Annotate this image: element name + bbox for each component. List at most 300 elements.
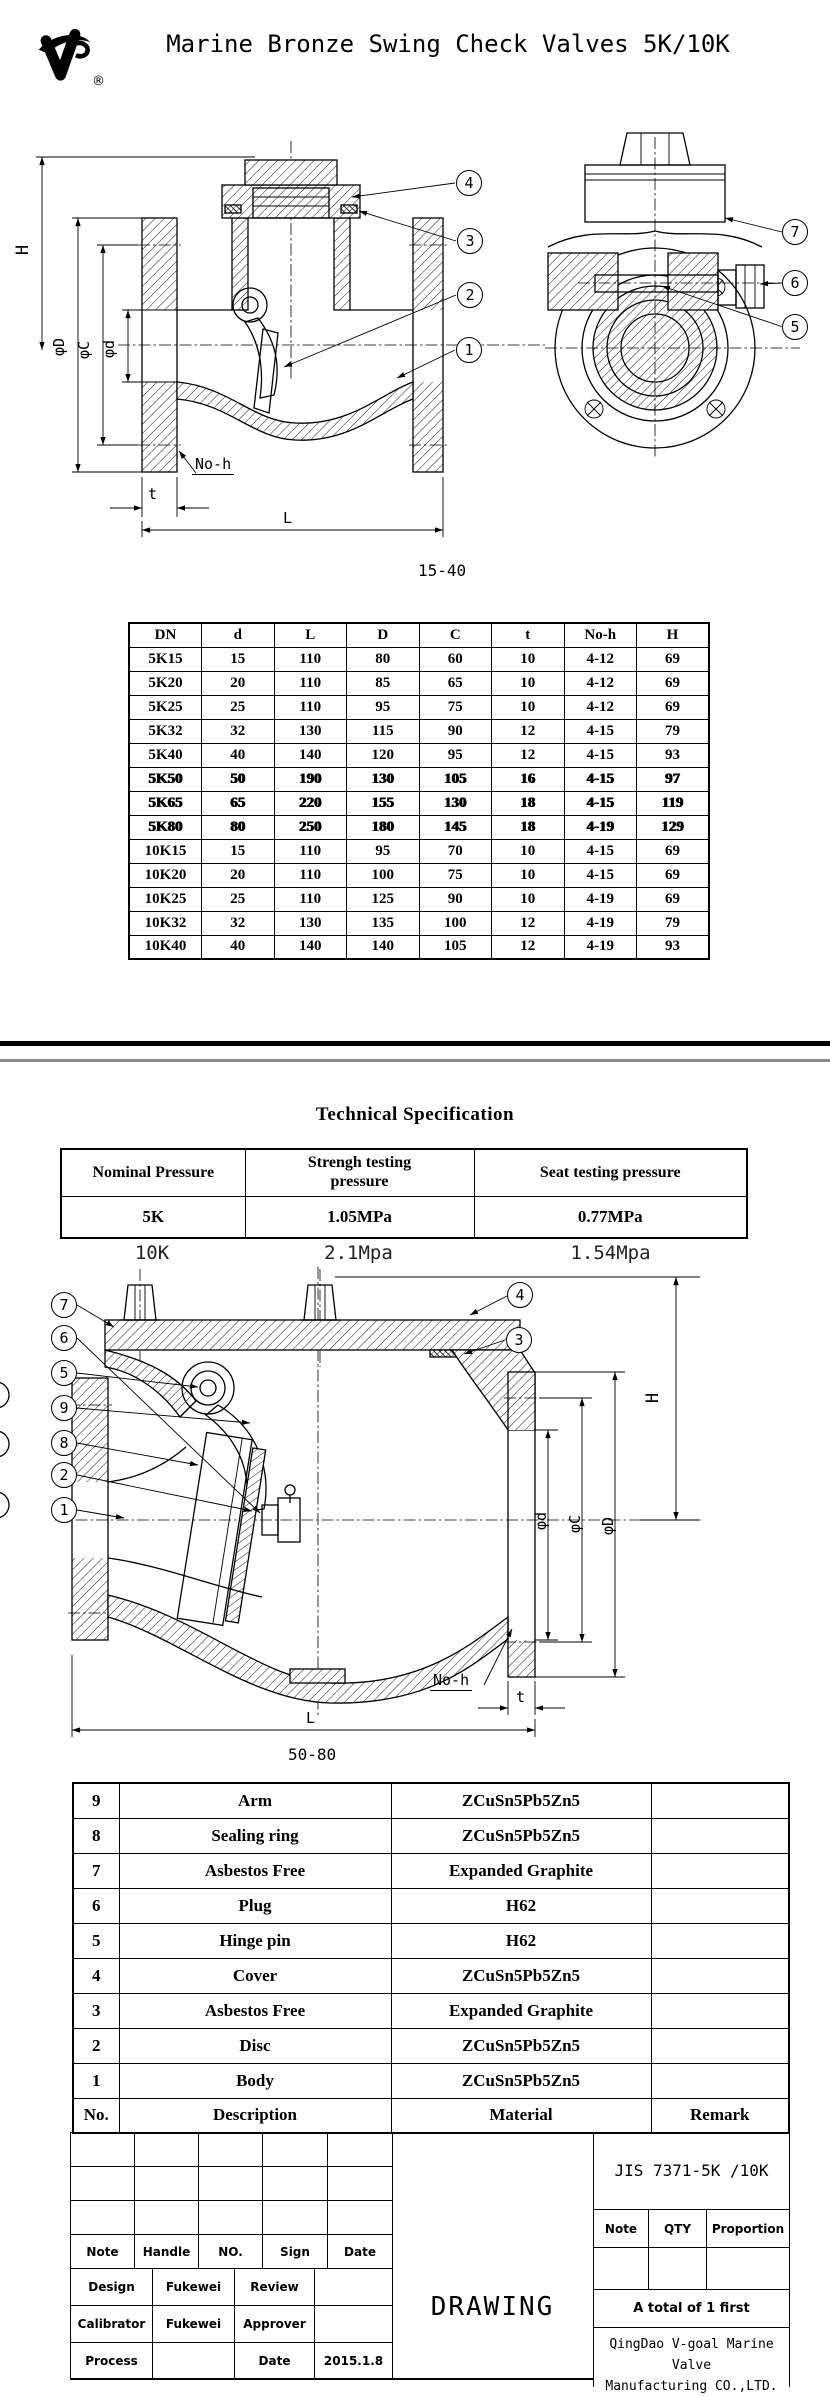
callout-5 bbox=[782, 314, 808, 340]
col-header-l: L bbox=[274, 623, 347, 647]
part-remark bbox=[651, 1888, 789, 1923]
cell-dn: 10K32 bbox=[129, 911, 202, 935]
role-name: Fukewei bbox=[153, 2269, 235, 2306]
cell-dn: 5K25 bbox=[129, 695, 202, 719]
cell-D: 155 bbox=[347, 791, 420, 815]
cell-c: 70 bbox=[419, 839, 492, 863]
cell-l: 110 bbox=[274, 887, 347, 911]
section-divider-thick bbox=[0, 1041, 830, 1046]
empty-row bbox=[71, 2133, 393, 2167]
spec-10k-strength: 2.1Mpa bbox=[324, 1242, 393, 1264]
page-title: Marine Bronze Swing Check Valves 5K/10K bbox=[166, 30, 730, 58]
cell-t: 10 bbox=[492, 695, 565, 719]
callout-4-number: 4 bbox=[464, 174, 474, 192]
footer-remark: Remark bbox=[651, 2098, 789, 2133]
role-label-2: Review bbox=[235, 2269, 315, 2306]
callout-1 bbox=[51, 1497, 77, 1523]
cell-c: 75 bbox=[419, 695, 492, 719]
callout-3-number: 3 bbox=[514, 1331, 524, 1349]
cell-h: 119 bbox=[637, 791, 710, 815]
col-header-dn: DN bbox=[129, 623, 202, 647]
empty-cell bbox=[135, 2201, 199, 2235]
cell-l: 110 bbox=[274, 671, 347, 695]
footer-material: Material bbox=[391, 2098, 651, 2133]
dim-label-phi-d-outer: φD bbox=[50, 337, 69, 357]
sign-header: Sign bbox=[263, 2235, 328, 2269]
col-header-h: H bbox=[637, 623, 710, 647]
empty-row bbox=[71, 2167, 393, 2201]
cell-t: 10 bbox=[492, 839, 565, 863]
callout-8 bbox=[51, 1430, 77, 1456]
spec-col-strength: Strengh testing pressure bbox=[245, 1149, 474, 1196]
part-number: 4 bbox=[73, 1958, 119, 1993]
part-material: H62 bbox=[391, 1923, 651, 1958]
handle-header: Handle bbox=[135, 2235, 199, 2269]
dimension-row bbox=[129, 767, 709, 791]
role-label: Design bbox=[71, 2269, 153, 2306]
cell-D: 100 bbox=[347, 863, 420, 887]
cell-c: 145 bbox=[419, 815, 492, 839]
cell-d: 25 bbox=[202, 695, 275, 719]
cell-dn: 5K32 bbox=[129, 719, 202, 743]
second-drawing-linework bbox=[0, 1265, 830, 1775]
part-number: 9 bbox=[73, 1783, 119, 1818]
cell-no-h: 4-15 bbox=[564, 743, 637, 767]
spec-5k-strength: 1.05MPa bbox=[245, 1196, 474, 1238]
cell-t: 12 bbox=[492, 935, 565, 959]
size-range-caption: 15-40 bbox=[418, 561, 467, 580]
cell-d: 32 bbox=[202, 719, 275, 743]
part-description: Asbestos Free bbox=[119, 1853, 391, 1888]
dimension-row bbox=[129, 839, 709, 863]
role-label-2: Approver bbox=[235, 2306, 315, 2343]
footer-description: Description bbox=[119, 2098, 391, 2133]
empty-cell bbox=[594, 2248, 649, 2289]
cell-no-h: 4-19 bbox=[564, 887, 637, 911]
parts-list-table bbox=[72, 1782, 790, 2134]
cell-d: 50 bbox=[202, 767, 275, 791]
dim-label-phi-d-bore: φd bbox=[100, 339, 119, 359]
footer-no: No. bbox=[73, 2098, 119, 2133]
dim-label-l: L bbox=[306, 1709, 316, 1727]
spec-10k-class: 10K bbox=[134, 1242, 170, 1264]
spec-5k-row bbox=[61, 1196, 747, 1238]
cell-dn: 5K50 bbox=[129, 767, 202, 791]
part-row bbox=[73, 1923, 789, 1958]
part-description: Body bbox=[119, 2063, 391, 2098]
cell-D: 140 bbox=[347, 935, 420, 959]
cell-t: 12 bbox=[492, 743, 565, 767]
part-remark bbox=[651, 1993, 789, 2028]
cell-no-h: 4-15 bbox=[564, 863, 637, 887]
part-material: ZCuSn5Pb5Zn5 bbox=[391, 2028, 651, 2063]
dim-label-phi-c: φC bbox=[75, 340, 94, 360]
role-value-2 bbox=[315, 2269, 393, 2306]
cell-h: 79 bbox=[637, 719, 710, 743]
dimension-row bbox=[129, 671, 709, 695]
empty-cell bbox=[71, 2133, 135, 2167]
part-number: 3 bbox=[73, 1993, 119, 2028]
part-row bbox=[73, 1853, 789, 1888]
callout-6 bbox=[51, 1325, 77, 1351]
spec-heading: Technical Specification bbox=[315, 1104, 515, 1125]
cell-t: 18 bbox=[492, 791, 565, 815]
spec-5k-seat: 0.77MPa bbox=[474, 1196, 747, 1238]
cell-dn: 5K65 bbox=[129, 791, 202, 815]
dimension-row bbox=[129, 911, 709, 935]
cell-d: 65 bbox=[202, 791, 275, 815]
callout-7-number: 7 bbox=[59, 1296, 69, 1314]
empty-cell bbox=[263, 2133, 328, 2167]
cell-t: 10 bbox=[492, 647, 565, 671]
cell-c: 95 bbox=[419, 743, 492, 767]
cell-t: 10 bbox=[492, 863, 565, 887]
callout-4 bbox=[507, 1282, 533, 1308]
role-name: Fukewei bbox=[153, 2306, 235, 2343]
cell-D: 130 bbox=[347, 767, 420, 791]
part-remark bbox=[651, 1783, 789, 1818]
title-block-signature-grid bbox=[70, 2268, 393, 2380]
title-block-upper-grid bbox=[70, 2132, 393, 2269]
part-remark bbox=[651, 1958, 789, 1993]
spec-col-seat: Seat testing pressure bbox=[474, 1149, 747, 1196]
part-material: H62 bbox=[391, 1888, 651, 1923]
cell-h: 97 bbox=[637, 767, 710, 791]
cell-t: 10 bbox=[492, 887, 565, 911]
cell-dn: 10K20 bbox=[129, 863, 202, 887]
callout-1-number: 1 bbox=[59, 1501, 69, 1519]
cell-t: 10 bbox=[492, 671, 565, 695]
empty-cell bbox=[328, 2133, 393, 2167]
part-material: ZCuSn5Pb5Zn5 bbox=[391, 2063, 651, 2098]
part-material: ZCuSn5Pb5Zn5 bbox=[391, 1958, 651, 1993]
part-row bbox=[73, 1993, 789, 2028]
callout-6-number: 6 bbox=[790, 274, 800, 292]
cell-dn: 5K80 bbox=[129, 815, 202, 839]
callout-3 bbox=[457, 228, 483, 254]
callout-3-number: 3 bbox=[465, 232, 475, 250]
cell-D: 95 bbox=[347, 695, 420, 719]
role-label: Calibrator bbox=[71, 2306, 153, 2343]
drawing-label: DRAWING bbox=[430, 2292, 555, 2322]
standard-designation: JIS 7371-5K /10K bbox=[594, 2132, 789, 2210]
cell-D: 120 bbox=[347, 743, 420, 767]
part-description: Asbestos Free bbox=[119, 1993, 391, 2028]
title-block-right bbox=[593, 2132, 790, 2394]
part-number: 7 bbox=[73, 1853, 119, 1888]
part-description: Sealing ring bbox=[119, 1818, 391, 1853]
empty-cell bbox=[263, 2167, 328, 2201]
cell-t: 18 bbox=[492, 815, 565, 839]
part-description: Hinge pin bbox=[119, 1923, 391, 1958]
no-header: NO. bbox=[199, 2235, 263, 2269]
callout-1-number: 1 bbox=[464, 341, 474, 359]
qty-empty-row bbox=[594, 2248, 789, 2290]
cell-no-h: 4-12 bbox=[564, 695, 637, 719]
spec-5k-class: 5K bbox=[61, 1196, 245, 1238]
size-range-caption: 50-80 bbox=[288, 1745, 337, 1764]
cell-dn: 5K40 bbox=[129, 743, 202, 767]
dimension-row bbox=[129, 863, 709, 887]
dimension-row bbox=[129, 719, 709, 743]
part-description: Cover bbox=[119, 1958, 391, 1993]
spec-10k-seat: 1.54Mpa bbox=[570, 1242, 651, 1264]
part-number: 6 bbox=[73, 1888, 119, 1923]
dimension-row bbox=[129, 887, 709, 911]
company-line-2: Manufacturing CO.,LTD. bbox=[605, 2378, 778, 2394]
cell-l: 190 bbox=[274, 767, 347, 791]
callout-5 bbox=[51, 1360, 77, 1386]
cell-no-h: 4-15 bbox=[564, 839, 637, 863]
part-number: 2 bbox=[73, 2028, 119, 2063]
empty-cell bbox=[328, 2167, 393, 2201]
part-material: Expanded Graphite bbox=[391, 1853, 651, 1888]
dimension-table-body bbox=[129, 647, 709, 959]
cell-D: 115 bbox=[347, 719, 420, 743]
cell-l: 110 bbox=[274, 647, 347, 671]
dimension-row bbox=[129, 935, 709, 959]
dimension-row bbox=[129, 815, 709, 839]
part-remark bbox=[651, 1853, 789, 1888]
revision-header-row bbox=[71, 2235, 393, 2269]
cell-c: 130 bbox=[419, 791, 492, 815]
empty-cell bbox=[199, 2201, 263, 2235]
callout-1 bbox=[456, 337, 482, 363]
empty-cell bbox=[71, 2201, 135, 2235]
part-row bbox=[73, 1783, 789, 1818]
cell-c: 90 bbox=[419, 719, 492, 743]
cell-no-h: 4-15 bbox=[564, 791, 637, 815]
cell-no-h: 4-12 bbox=[564, 671, 637, 695]
cell-l: 140 bbox=[274, 935, 347, 959]
part-row bbox=[73, 1818, 789, 1853]
spec-col-nominal: Nominal Pressure bbox=[61, 1149, 245, 1196]
cell-D: 135 bbox=[347, 911, 420, 935]
callout-8-number: 8 bbox=[59, 1434, 69, 1452]
first-drawing-linework bbox=[0, 125, 830, 595]
cell-c: 60 bbox=[419, 647, 492, 671]
cell-c: 105 bbox=[419, 767, 492, 791]
cell-l: 130 bbox=[274, 911, 347, 935]
role-label-2: Date bbox=[235, 2343, 315, 2380]
part-row bbox=[73, 1958, 789, 1993]
dim-label-h: H bbox=[13, 244, 34, 256]
qty-header-row bbox=[594, 2210, 789, 2248]
part-description: Disc bbox=[119, 2028, 391, 2063]
cell-c: 105 bbox=[419, 935, 492, 959]
part-remark bbox=[651, 2028, 789, 2063]
empty-cell bbox=[328, 2201, 393, 2235]
cell-d: 40 bbox=[202, 935, 275, 959]
signature-row bbox=[71, 2306, 393, 2343]
cell-h: 129 bbox=[637, 815, 710, 839]
part-remark bbox=[651, 1923, 789, 1958]
callout-7 bbox=[782, 219, 808, 245]
section-divider-thin bbox=[0, 1059, 830, 1062]
cell-d: 15 bbox=[202, 839, 275, 863]
cell-l: 110 bbox=[274, 863, 347, 887]
qty-header: QTY bbox=[649, 2210, 707, 2247]
empty-cell bbox=[71, 2167, 135, 2201]
cell-D: 80 bbox=[347, 647, 420, 671]
role-value-2: 2015.1.8 bbox=[315, 2343, 393, 2380]
parts-footer-row bbox=[73, 2098, 789, 2133]
date-header: Date bbox=[328, 2235, 393, 2269]
empty-row bbox=[71, 2201, 393, 2235]
part-number: 8 bbox=[73, 1818, 119, 1853]
cell-d: 20 bbox=[202, 863, 275, 887]
callout-4 bbox=[456, 170, 482, 196]
part-remark bbox=[651, 2063, 789, 2098]
part-material: ZCuSn5Pb5Zn5 bbox=[391, 1783, 651, 1818]
col-header-D: D bbox=[347, 623, 420, 647]
role-value-2 bbox=[315, 2306, 393, 2343]
cell-h: 93 bbox=[637, 935, 710, 959]
cell-c: 75 bbox=[419, 863, 492, 887]
cell-d: 40 bbox=[202, 743, 275, 767]
cell-d: 32 bbox=[202, 911, 275, 935]
cell-h: 69 bbox=[637, 671, 710, 695]
empty-cell bbox=[135, 2133, 199, 2167]
dim-label-l: L bbox=[283, 509, 293, 527]
part-description: Arm bbox=[119, 1783, 391, 1818]
empty-cell bbox=[199, 2133, 263, 2167]
cell-dn: 5K20 bbox=[129, 671, 202, 695]
proportion-header: Proportion bbox=[711, 2221, 785, 2236]
cell-D: 180 bbox=[347, 815, 420, 839]
company-line-1: QingDao V-goal Marine Valve bbox=[609, 2337, 774, 2373]
title-block-bottom-border bbox=[70, 2378, 593, 2380]
v-goal-logo-icon bbox=[36, 28, 94, 86]
callout-6 bbox=[782, 270, 808, 296]
company-logo bbox=[36, 28, 96, 90]
dimension-row bbox=[129, 695, 709, 719]
cell-c: 90 bbox=[419, 887, 492, 911]
empty-cell bbox=[649, 2248, 707, 2289]
dim-label-h: H bbox=[643, 1392, 664, 1404]
cell-no-h: 4-15 bbox=[564, 719, 637, 743]
dimension-row bbox=[129, 647, 709, 671]
cell-no-h: 4-15 bbox=[564, 767, 637, 791]
cell-no-h: 4-19 bbox=[564, 935, 637, 959]
dim-label-phi-d-outer: φD bbox=[599, 1516, 618, 1536]
callout-2 bbox=[457, 282, 483, 308]
part-material: ZCuSn5Pb5Zn5 bbox=[391, 1818, 651, 1853]
cell-t: 12 bbox=[492, 911, 565, 935]
cell-l: 250 bbox=[274, 815, 347, 839]
role-label: Process bbox=[71, 2343, 153, 2380]
part-row bbox=[73, 1888, 789, 1923]
dim-label-no-h: No-h bbox=[192, 455, 234, 475]
cell-no-h: 4-12 bbox=[564, 647, 637, 671]
cell-l: 130 bbox=[274, 719, 347, 743]
callout-7 bbox=[51, 1292, 77, 1318]
cell-d: 15 bbox=[202, 647, 275, 671]
part-remark bbox=[651, 1818, 789, 1853]
cell-d: 80 bbox=[202, 815, 275, 839]
spec-header-row bbox=[61, 1149, 747, 1196]
parts-list-body bbox=[73, 1783, 789, 2098]
cell-D: 125 bbox=[347, 887, 420, 911]
dim-label-t: t bbox=[148, 485, 158, 503]
cell-l: 140 bbox=[274, 743, 347, 767]
cell-l: 110 bbox=[274, 695, 347, 719]
cell-h: 69 bbox=[637, 887, 710, 911]
role-name bbox=[153, 2343, 235, 2380]
callout-9-number: 9 bbox=[59, 1399, 69, 1417]
col-header-no-h: No-h bbox=[564, 623, 637, 647]
dim-label-phi-d-bore: φd bbox=[532, 1511, 551, 1531]
col-header-t: t bbox=[492, 623, 565, 647]
signature-row bbox=[71, 2343, 393, 2380]
empty-cell bbox=[199, 2167, 263, 2201]
cell-D: 95 bbox=[347, 839, 420, 863]
qty-note-header: Note bbox=[594, 2210, 649, 2247]
cell-dn: 10K15 bbox=[129, 839, 202, 863]
callout-4-number: 4 bbox=[515, 1286, 525, 1304]
callout-5-number: 5 bbox=[790, 318, 800, 336]
registered-trademark: ® bbox=[92, 74, 105, 89]
note-header: Note bbox=[71, 2235, 135, 2269]
callout-2 bbox=[51, 1462, 77, 1488]
dimension-table bbox=[128, 622, 710, 960]
part-description: Plug bbox=[119, 1888, 391, 1923]
part-number: 1 bbox=[73, 2063, 119, 2098]
first-drawing bbox=[0, 125, 830, 595]
part-material: Expanded Graphite bbox=[391, 1993, 651, 2028]
col-header-d: d bbox=[202, 623, 275, 647]
empty-cell bbox=[135, 2167, 199, 2201]
cell-dn: 5K15 bbox=[129, 647, 202, 671]
callout-7-number: 7 bbox=[790, 223, 800, 241]
second-drawing bbox=[0, 1265, 830, 1775]
callout-9 bbox=[51, 1395, 77, 1421]
cell-d: 25 bbox=[202, 887, 275, 911]
empty-cell bbox=[263, 2201, 328, 2235]
cell-t: 16 bbox=[492, 767, 565, 791]
cell-h: 69 bbox=[637, 647, 710, 671]
dim-label-t: t bbox=[516, 1688, 526, 1706]
cell-t: 12 bbox=[492, 719, 565, 743]
callout-6-number: 6 bbox=[59, 1329, 69, 1347]
part-row bbox=[73, 2028, 789, 2063]
signature-row bbox=[71, 2269, 393, 2306]
cell-c: 65 bbox=[419, 671, 492, 695]
dim-label-phi-c: φC bbox=[566, 1514, 585, 1534]
pressure-spec-table bbox=[60, 1148, 748, 1239]
dimension-row bbox=[129, 743, 709, 767]
cell-h: 69 bbox=[637, 863, 710, 887]
cell-l: 110 bbox=[274, 839, 347, 863]
callout-3 bbox=[506, 1327, 532, 1353]
dimension-table-header-row bbox=[129, 623, 709, 647]
cell-h: 93 bbox=[637, 743, 710, 767]
cell-no-h: 4-19 bbox=[564, 815, 637, 839]
cell-d: 20 bbox=[202, 671, 275, 695]
cell-dn: 10K25 bbox=[129, 887, 202, 911]
cell-no-h: 4-19 bbox=[564, 911, 637, 935]
cell-l: 220 bbox=[274, 791, 347, 815]
cell-h: 79 bbox=[637, 911, 710, 935]
dimension-row bbox=[129, 791, 709, 815]
cell-h: 69 bbox=[637, 695, 710, 719]
cell-c: 100 bbox=[419, 911, 492, 935]
part-row bbox=[73, 2063, 789, 2098]
signature-rows bbox=[71, 2269, 393, 2380]
callout-2-number: 2 bbox=[59, 1466, 69, 1484]
sheet-total-note: A total of 1 first bbox=[594, 2290, 789, 2328]
callout-2-number: 2 bbox=[465, 286, 475, 304]
